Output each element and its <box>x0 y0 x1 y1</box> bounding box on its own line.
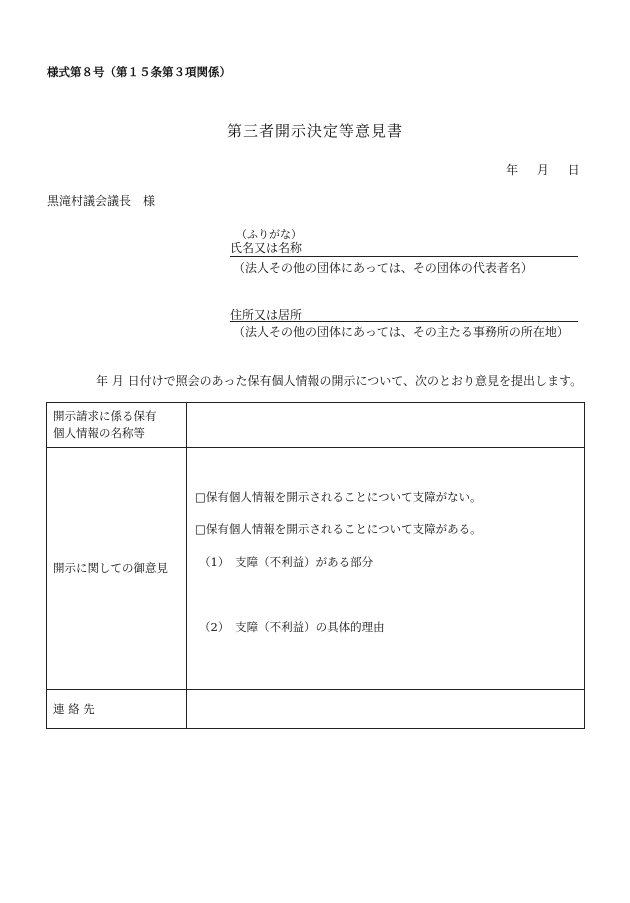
table-row-info-name <box>47 403 585 448</box>
option-objection[interactable]: □保有個人情報を開示されることについて支障がある。 <box>195 522 482 536</box>
table-row-contact <box>47 690 585 729</box>
recipient: 黒滝村議会議長 様 <box>47 194 156 208</box>
sub-item-1: （1） 支障（不利益）がある部分 <box>199 555 374 569</box>
date-line: 年 月 日 <box>506 163 580 177</box>
contact-label: 連 絡 先 <box>47 690 187 729</box>
option-no-objection[interactable]: □保有個人情報を開示されることについて支障がない。 <box>195 490 482 504</box>
form-number: 様式第８号（第１５条第３項関係） <box>47 65 231 79</box>
address-note: （法人その他の団体にあっては、その主たる事務所の所在地） <box>233 325 569 339</box>
opinion-table <box>46 402 585 729</box>
address-underline <box>230 321 578 322</box>
name-label: 氏名又は名称 <box>230 241 303 255</box>
opinion-field <box>187 448 585 690</box>
info-name-label <box>47 403 187 448</box>
sub-item-2: （2） 支障（不利益）の具体的理由 <box>199 620 385 634</box>
address-label: 住所又は居所 <box>230 308 303 322</box>
contact-field[interactable] <box>187 690 585 729</box>
furigana-label: （ふりがな） <box>236 228 302 241</box>
info-name-field[interactable] <box>187 403 585 448</box>
document-title: 第三者開示決定等意見書 <box>226 122 403 140</box>
opinion-label: 開示に関しての御意見 <box>47 448 187 690</box>
table-row-opinion <box>47 448 585 690</box>
info-name-label-line1: 開示請求に係る保有 <box>53 409 157 423</box>
name-note: （法人その他の団体にあっては、その団体の代表者名） <box>233 261 533 275</box>
intro-text: 年 月 日付けで照会のあった保有個人情報の開示について、次のとおり意見を提出します。 <box>96 374 583 388</box>
name-underline <box>230 256 578 257</box>
info-name-label-line2: 個人情報の名称等 <box>53 426 145 440</box>
